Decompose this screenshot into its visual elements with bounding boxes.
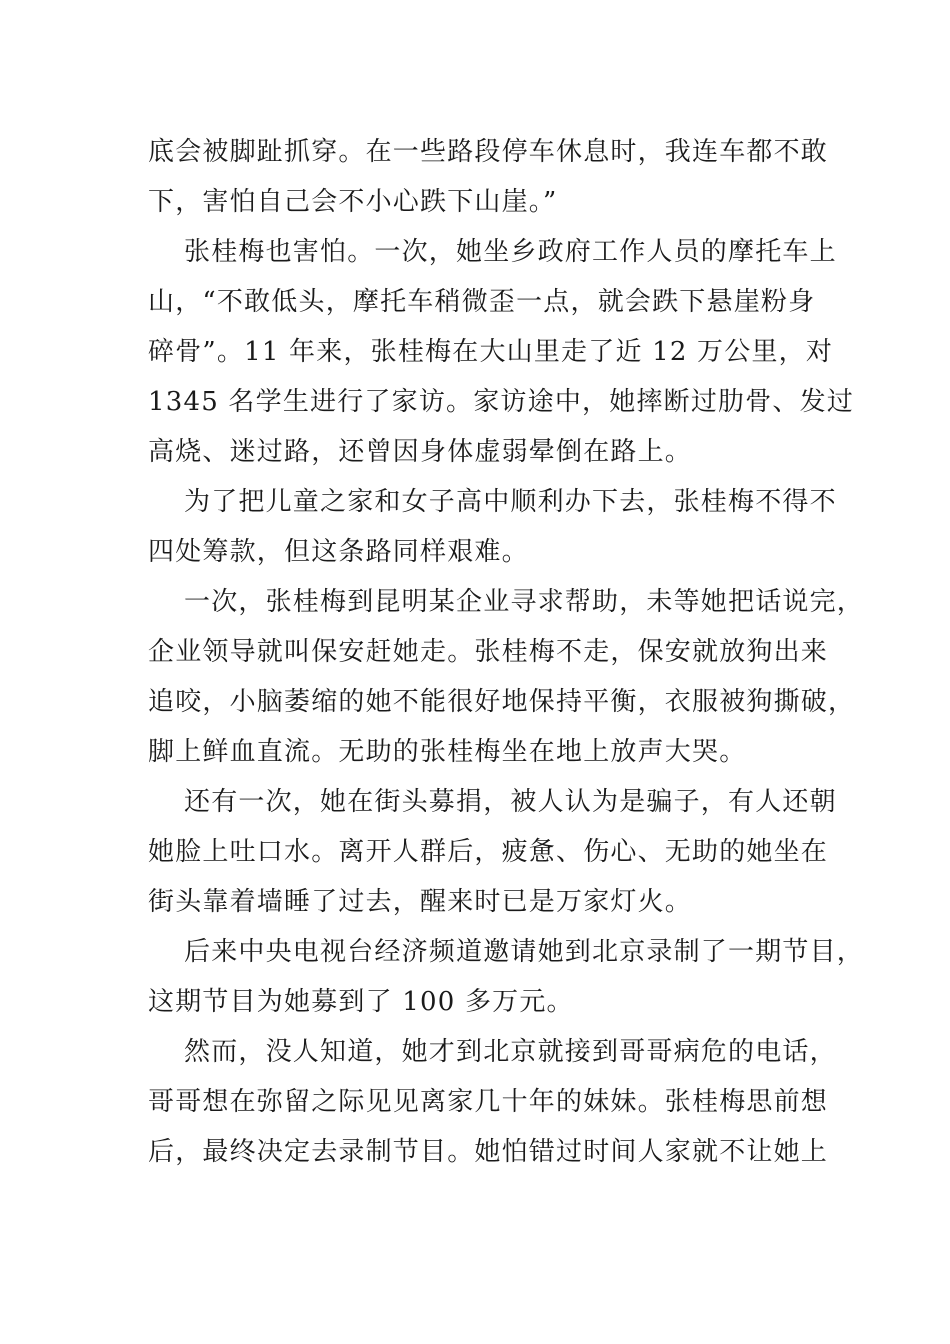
text-line: 街头靠着墙睡了过去，醒来时已是万家灯火。 bbox=[148, 887, 693, 917]
text-line: 追咬，小脑萎缩的她不能很好地保持平衡，衣服被狗撕破， bbox=[148, 687, 856, 717]
text-line: 企业领导就叫保安赶她走。张桂梅不走，保安就放狗出来 bbox=[148, 637, 829, 667]
text-line: 她脸上吐口水。离开人群后，疲惫、伤心、无助的她坐在 bbox=[148, 837, 829, 867]
paragraph-start-line: 一次，张桂梅到昆明某企业寻求帮助，未等她把话说完， bbox=[184, 587, 865, 617]
text-line: 脚上鲜血直流。无助的张桂梅坐在地上放声大哭。 bbox=[148, 737, 747, 767]
text-line: 这期节目为她募到了 100 多万元。 bbox=[148, 987, 574, 1017]
text-line: 山，“不敢低头，摩托车稍微歪一点，就会跌下悬崖粉身 bbox=[148, 287, 816, 317]
text-line: 哥哥想在弥留之际见见离家几十年的妹妹。张桂梅思前想 bbox=[148, 1087, 829, 1117]
paragraph-start-line: 还有一次，她在街头募捐，被人认为是骗子，有人还朝 bbox=[184, 787, 837, 817]
text-line: 后，最终决定去录制节目。她怕错过时间人家就不让她上 bbox=[148, 1137, 829, 1167]
paragraph-start-line: 张桂梅也害怕。一次，她坐乡政府工作人员的摩托车上 bbox=[184, 237, 837, 267]
text-line: 碎骨”。11 年来，张桂梅在大山里走了近 12 万公里，对 bbox=[148, 337, 834, 367]
paragraph-start-line: 为了把儿童之家和女子高中顺利办下去，张桂梅不得不 bbox=[184, 487, 837, 517]
text-line: 底会被脚趾抓穿。在一些路段停车休息时，我连车都不敢 bbox=[148, 137, 829, 167]
text-line: 四处筹款，但这条路同样艰难。 bbox=[148, 537, 529, 567]
text-line: 下，害怕自己会不小心跌下山崖。” bbox=[148, 187, 558, 217]
paragraph-start-line: 然而，没人知道，她才到北京就接到哥哥病危的电话， bbox=[184, 1037, 837, 1067]
paragraph-start-line: 后来中央电视台经济频道邀请她到北京录制了一期节目， bbox=[184, 937, 865, 967]
text-line: 高烧、迷过路，还曾因身体虚弱晕倒在路上。 bbox=[148, 437, 693, 467]
text-line: 1345 名学生进行了家访。家访途中，她摔断过肋骨、发过 bbox=[148, 387, 855, 417]
